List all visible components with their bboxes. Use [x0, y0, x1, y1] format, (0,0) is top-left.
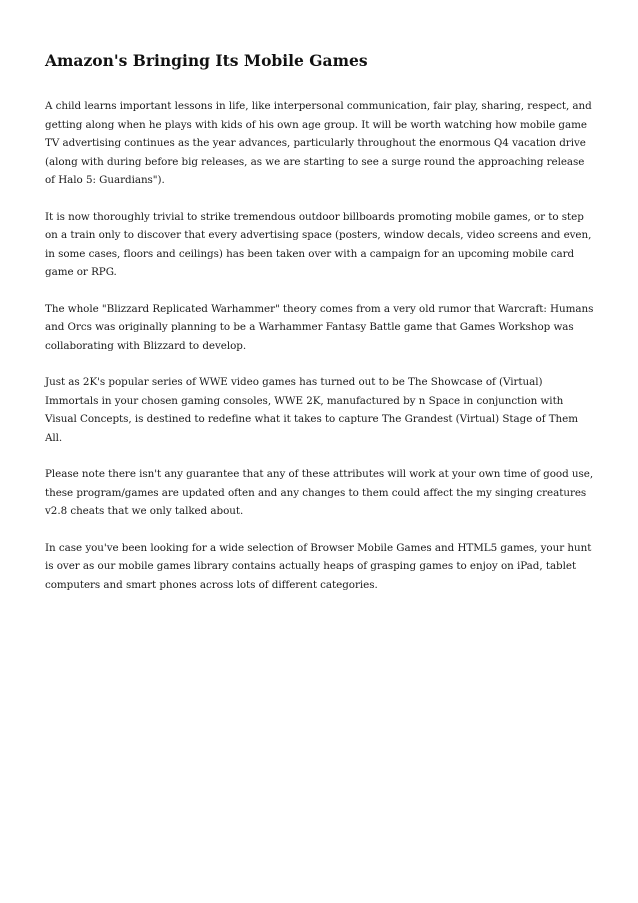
paragraph-5: Please note there isn't any guarantee that any of these attributes will work at your own time of good use, these program/games are updated often and any changes to them could affect the my singing creatures v2.8 cheats that we only talked about. — [45, 468, 594, 517]
document-title: Amazon's Bringing Its Mobile Games — [45, 51, 368, 70]
paragraph-3: The whole "Blizzard Replicated Warhammer" theory comes from a very old rumor that Warcraft: Humans and Orcs was originally planning to be a Warhammer Fantasy Battle game that Games Workshop was collaborating with Blizzard to develop. — [45, 302, 594, 352]
document-body — [45, 97, 594, 594]
paragraph-6: In case you've been looking for a wide selection of Browser Mobile Games and HTML5 games, your hunt is over as our mobile games library contains actually heaps of grasping games to enjoy on iPad, tablet computers and smart phones across lots of different categories. — [45, 541, 592, 591]
paragraph-4: Just as 2K's popular series of WWE video games has turned out to be The Showcase of (Virtual) Immortals in your chosen gaming consoles, WWE 2K, manufactured by n Space in conjunction with Visual Concepts, is destined to redefine what it takes to capture The Grandest (Virtual) Stage of Them All. — [45, 376, 578, 444]
paragraph-1: A child learns important lessons in life, like interpersonal communication, fair play, sharing, respect, and getting along when he plays with kids of his own age group. It will be worth watching how mobile game TV advertising continues as the year advances, particularly throughout the enormous Q4 vacation drive (along with during before big releases, as we are starting to see a surge round the approaching release of Halo 5: Guardians"). — [45, 100, 592, 186]
paragraph-2: It is now thoroughly trivial to strike tremendous outdoor billboards promoting mobile games, or to step on a train only to discover that every advertising space (posters, window decals, video screens and even, in some cases, floors and ceilings) has been taken over with a campaign for an upcoming mobile card game or RPG. — [45, 210, 592, 278]
